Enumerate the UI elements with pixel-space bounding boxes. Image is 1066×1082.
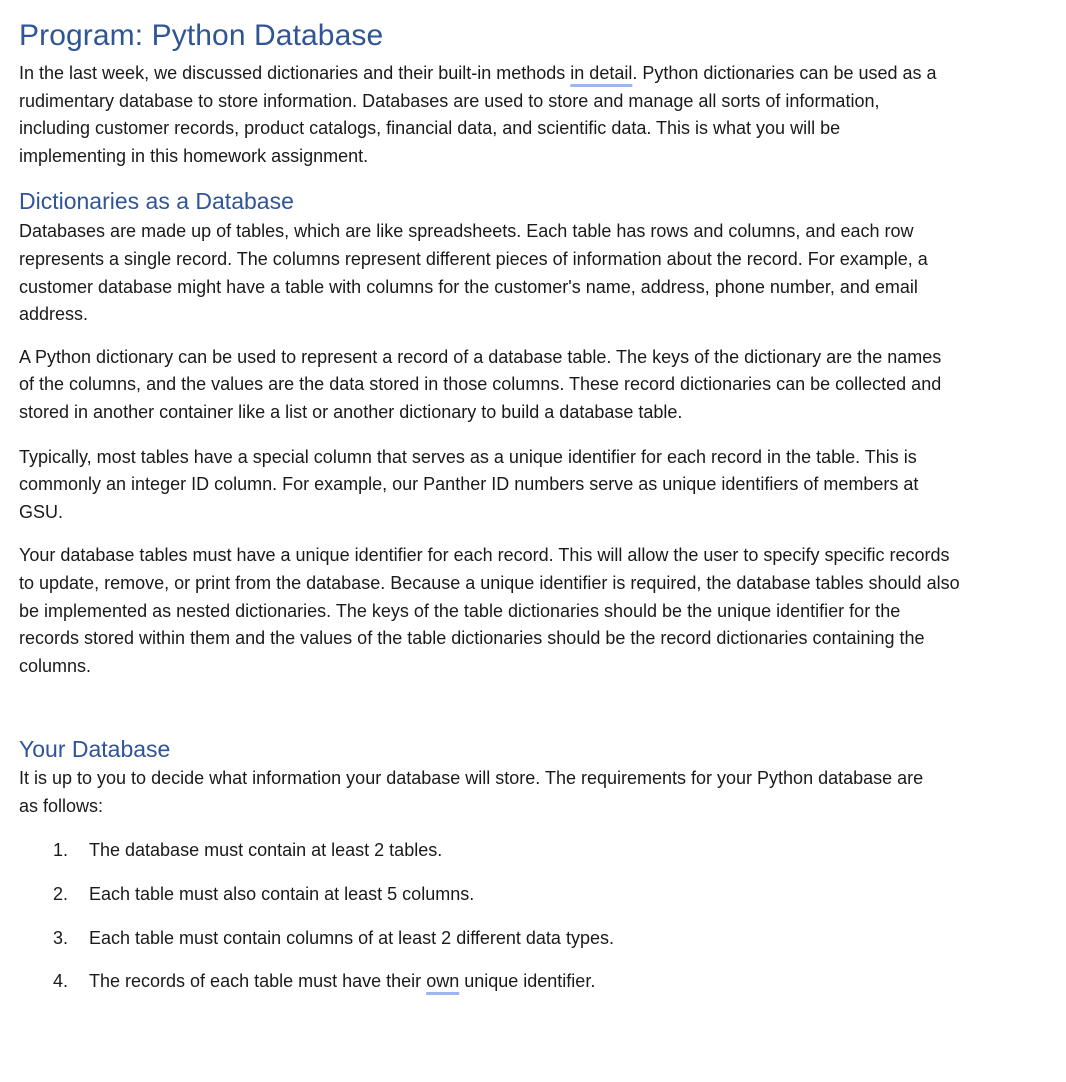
section1-paragraph-4: Your database tables must have a unique identifier for each record. This will allow the user to specify specific records to update, remove, or print from the database. Because a unique identifier is required, the database tables should also be implemented as nested dictionaries. The keys of the table dictionaries should be the unique identifier for the records stored within them and the values of the table dictionaries should be the record dictionaries containing the columns. xyxy=(19,545,960,676)
section-heading-your-database: Your Database xyxy=(19,736,171,763)
section1-paragraph-2: A Python dictionary can be used to represent a record of a database table. The keys of the dictionary are the names of the columns, and the values are the data stored in those columns. These record dictionaries can be collected and stored in another container like a list or another dictionary to build a database table. xyxy=(19,346,942,422)
intro-paragraph xyxy=(19,60,949,170)
list-item-text xyxy=(89,968,595,996)
intro-text-start: In the last week, we discussed dictionaries and their built-in methods xyxy=(19,63,571,83)
list-item-number: 3. xyxy=(53,927,69,948)
list-item-number: 4. xyxy=(53,971,69,992)
list-item-text: Each table must contain columns of at least 2 different data types. xyxy=(89,927,614,948)
requirements-list xyxy=(19,837,1049,995)
section-heading-dictionaries: Dictionaries as a Database xyxy=(19,188,294,215)
list-item-text: Each table must also contain at least 5 columns. xyxy=(89,884,475,905)
list-item xyxy=(19,968,1049,996)
list-item xyxy=(19,881,1049,909)
list-item xyxy=(19,837,1049,865)
section2-intro: It is up to you to decide what information your database will store. The requirements for your Python database are as follows: xyxy=(19,768,924,816)
grammar-mark-in-detail[interactable]: in detail xyxy=(570,63,633,83)
list-item-text-end: unique identifier. xyxy=(459,971,596,992)
page-title: Program: Python Database xyxy=(19,19,384,52)
list-item-number: 1. xyxy=(53,840,69,861)
list-item-text: The database must contain at least 2 tables. xyxy=(89,840,443,861)
list-item-number: 2. xyxy=(53,884,69,905)
section1-paragraph-1: Databases are made up of tables, which are like spreadsheets. Each table has rows and columns, and each row represents a single record. The columns represent different pieces of information about the record. For example, a customer database might have a table with columns for the customer's name, address, phone number, and email address. xyxy=(19,221,928,325)
grammar-mark-own[interactable]: own xyxy=(426,971,460,992)
list-item xyxy=(19,925,1049,953)
intro-text-end: . Python dictionaries can be used as a rudimentary database to store information. Databases are used to store and manage all sorts of information, including customer records, product catalogs, financial data, and scientific data. This is what you will be implementing in this homework assignment. xyxy=(19,63,937,166)
list-item-text-start: The records of each table must have their xyxy=(89,971,427,992)
document-page xyxy=(19,14,1049,996)
section1-paragraph-3: Typically, most tables have a special column that serves as a unique identifier for each record in the table. This is commonly an integer ID column. For example, our Panther ID numbers serve as unique identifiers of members at GSU. xyxy=(19,446,919,522)
